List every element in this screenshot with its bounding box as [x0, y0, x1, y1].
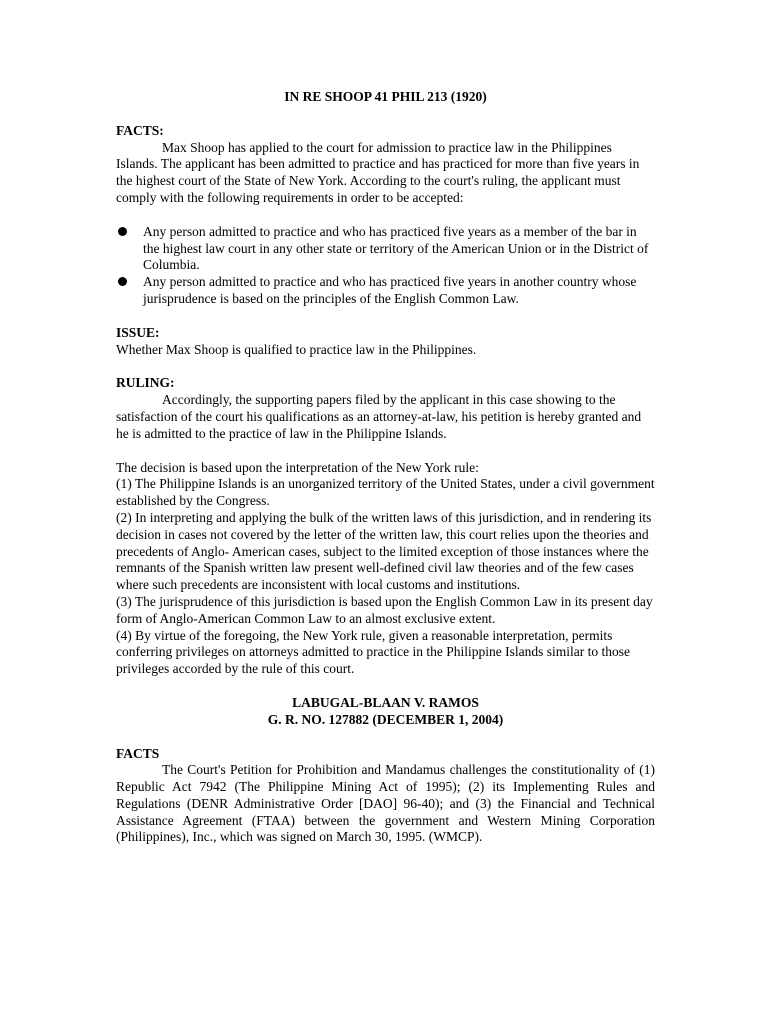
requirement-text: Any person admitted to practice and who has practiced five years as a member of the bar in the highest law court in any other state or territory of the American Union or in the District of Columbia.: [143, 223, 649, 273]
facts-paragraph: Max Shoop has applied to the court for admission to practice law in the Philippines Islands. The applicant has been admitted to practice and has practiced for more than five years in the highest court of the State of New York. According to the court's ruling, the applicant must comply with the following requirements in order to be accepted:: [116, 139, 640, 205]
facts-heading: FACTS:: [116, 122, 164, 138]
case-citation: G. R. NO. 127882 (DECEMBER 1, 2004): [267, 711, 504, 727]
ruling-paragraph: Accordingly, the supporting papers filed by the applicant in this case showing to the satisfaction of the court his qualifications as an attorney-at-law, his petition is hereby granted and he is admitted to the practice of law in the Philippine Islands.: [116, 392, 642, 441]
decision-point: (4) By virtue of the foregoing, the New York rule, given a reasonable interpretation, permits conferring privileges on attorneys admitted to practice in the Philippine Islands similar to those privileges accorded by the rule of this court.: [116, 627, 631, 677]
decision-point: (1) The Philippine Islands is an unorganized territory of the United States, under a civil government established by the Congress.: [116, 476, 655, 509]
bullet-icon: [118, 277, 127, 286]
issue-paragraph: Whether Max Shoop is qualified to practice law in the Philippines.: [116, 341, 477, 357]
bullet-icon: [118, 227, 127, 236]
list-item: [116, 224, 655, 274]
issue-heading: ISSUE:: [116, 324, 160, 340]
facts-heading-labugal: FACTS: [116, 745, 160, 761]
decision-point: (2) In interpreting and applying the bulk of the written laws of this jurisdiction, and in rendering its decision in cases not covered by the letter of the written law, this court relies upon the theories and precedents of Anglo- American cases, subject to the limited exception of those instances where the remnants of the Spanish written law present well-defined civil law theories and of the few cases where such precedents are inconsistent with local customs and institutions.: [116, 509, 652, 593]
ruling-heading: RULING:: [116, 375, 175, 391]
facts-paragraph-labugal: The Court's Petition for Prohibition and Mandamus challenges the constitutionality of (1) Republic Act 7942 (The Philippine Mining Act of 1995); (2) its Implementing Rules and Regulations (DENR Administrative Order [DAO] 96-40); and (3) the Financial and Technical Assistance Agreement (FTAA) between the government and Western Mining Corporation (Philippines), Inc., which was signed on March 30, 1995. (WMCP).: [116, 762, 655, 845]
list-item: [116, 274, 655, 308]
case-title-shoop: IN RE SHOOP 41 PHIL 213 (1920): [284, 89, 487, 104]
decision-intro: The decision is based upon the interpretation of the New York rule:: [116, 459, 479, 475]
decision-point: (3) The jurisprudence of this jurisdiction is based upon the English Common Law in its present day form of Anglo-American Common Law to an almost exclusive extent.: [116, 593, 653, 626]
requirements-list: [116, 224, 655, 308]
requirement-text: Any person admitted to practice and who has practiced five years in another country whose jurisprudence is based on the principles of the English Common Law.: [143, 274, 637, 306]
case-title-labugal: LABUGAL-BLAAN V. RAMOS: [292, 694, 479, 710]
